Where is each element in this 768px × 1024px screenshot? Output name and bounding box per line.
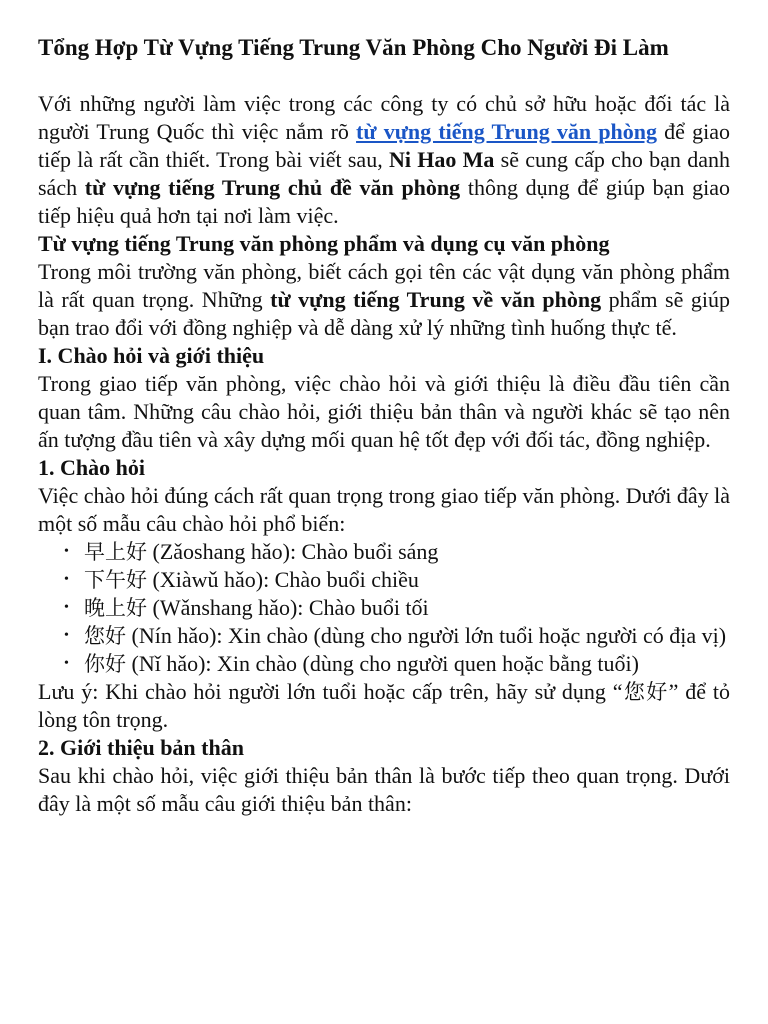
intro-text-2: để giao tiếp là rất cần thiết. Trong bài viết sau, bbox=[38, 119, 730, 172]
phrase-meaning: (Xiàwǔ hǎo): Chào buổi chiều bbox=[147, 567, 419, 592]
chinese-phrase: 你好 bbox=[84, 652, 126, 676]
section-heading-greetings: 1. Chào hỏi bbox=[38, 455, 145, 480]
chinese-phrase: 晚上好 bbox=[84, 596, 147, 620]
section-heading-stationery: Từ vựng tiếng Trung văn phòng phẩm và dụng cụ văn phòng bbox=[38, 231, 610, 256]
page-title: Tổng Hợp Từ Vựng Tiếng Trung Văn Phòng Cho Người Đi Làm bbox=[38, 35, 669, 60]
stationery-bold-phrase: từ vựng tiếng Trung về văn phòng bbox=[270, 287, 602, 312]
stationery-paragraph bbox=[38, 258, 730, 342]
note-text-2: ” để tỏ lòng tôn trọng. bbox=[38, 679, 730, 732]
greeting-note bbox=[38, 678, 730, 734]
chinese-phrase: 下午好 bbox=[84, 568, 147, 592]
note-text-1: Lưu ý: Khi chào hỏi người lớn tuổi hoặc cấp trên, hãy sử dụng “ bbox=[38, 679, 623, 704]
phrase-meaning: (Wǎnshang hǎo): Chào buổi tối bbox=[147, 595, 429, 620]
intro-text-3: sẽ cung cấp cho bạn danh sách bbox=[38, 147, 730, 200]
list-item bbox=[84, 538, 730, 566]
section-heading-greeting-intro: I. Chào hỏi và giới thiệu bbox=[38, 343, 265, 368]
list-item bbox=[84, 566, 730, 594]
list-item bbox=[84, 650, 730, 678]
greetings-list bbox=[38, 538, 730, 678]
list-item bbox=[84, 622, 730, 650]
chinese-phrase: 早上好 bbox=[84, 540, 147, 564]
stationery-text-1: Trong môi trường văn phòng, biết cách gọi tên các vật dụng văn phòng phẩm là rất quan trọng. Những bbox=[38, 259, 730, 312]
self-intro-paragraph: Sau khi chào hỏi, việc giới thiệu bản thân là bước tiếp theo quan trọng. Dưới đây là một số mẫu câu giới thiệu bản thân: bbox=[38, 763, 730, 816]
greetings-paragraph: Việc chào hỏi đúng cách rất quan trọng trong giao tiếp văn phòng. Dưới đây là một số mẫu câu chào hỏi phổ biến: bbox=[38, 483, 730, 536]
greeting-intro-paragraph: Trong giao tiếp văn phòng, việc chào hỏi và giới thiệu là điều đầu tiên cần quan tâm. Những câu chào hỏi, giới thiệu bản thân và người khác sẽ tạo nên ấn tượng đầu tiên và xây dựng mối quan hệ tốt đẹp với đối tác, đồng nghiệp. bbox=[38, 371, 730, 452]
note-chinese-phrase: 您好 bbox=[622, 680, 669, 704]
intro-text-1: Với những người làm việc trong các công ty có chủ sở hữu hoặc đối tác là người Trung Quốc thì việc nắm rõ bbox=[38, 91, 730, 144]
brand-name: Ni Hao Ma bbox=[388, 147, 495, 172]
phrase-meaning: (Zǎoshang hǎo): Chào buổi sáng bbox=[147, 539, 439, 564]
stationery-text-2: phẩm sẽ giúp bạn trao đổi với đồng nghiệp và dễ dàng xử lý những tình huống thực tế. bbox=[38, 287, 730, 340]
section-heading-self-intro: 2. Giới thiệu bản thân bbox=[38, 735, 244, 760]
phrase-meaning: (Nín hǎo): Xin chào (dùng cho người lớn tuổi hoặc người có địa vị) bbox=[126, 623, 727, 648]
intro-text-4: thông dụng để giúp bạn giao tiếp hiệu quả hơn tại nơi làm việc. bbox=[38, 175, 730, 228]
intro-bold-phrase: từ vựng tiếng Trung chủ đề văn phòng bbox=[84, 175, 461, 200]
vocab-link[interactable]: từ vựng tiếng Trung văn phòng bbox=[356, 119, 658, 144]
chinese-phrase: 您好 bbox=[84, 624, 126, 648]
list-item bbox=[84, 594, 730, 622]
phrase-meaning: (Nǐ hǎo): Xin chào (dùng cho người quen hoặc bằng tuổi) bbox=[126, 651, 639, 676]
intro-paragraph bbox=[38, 90, 730, 230]
